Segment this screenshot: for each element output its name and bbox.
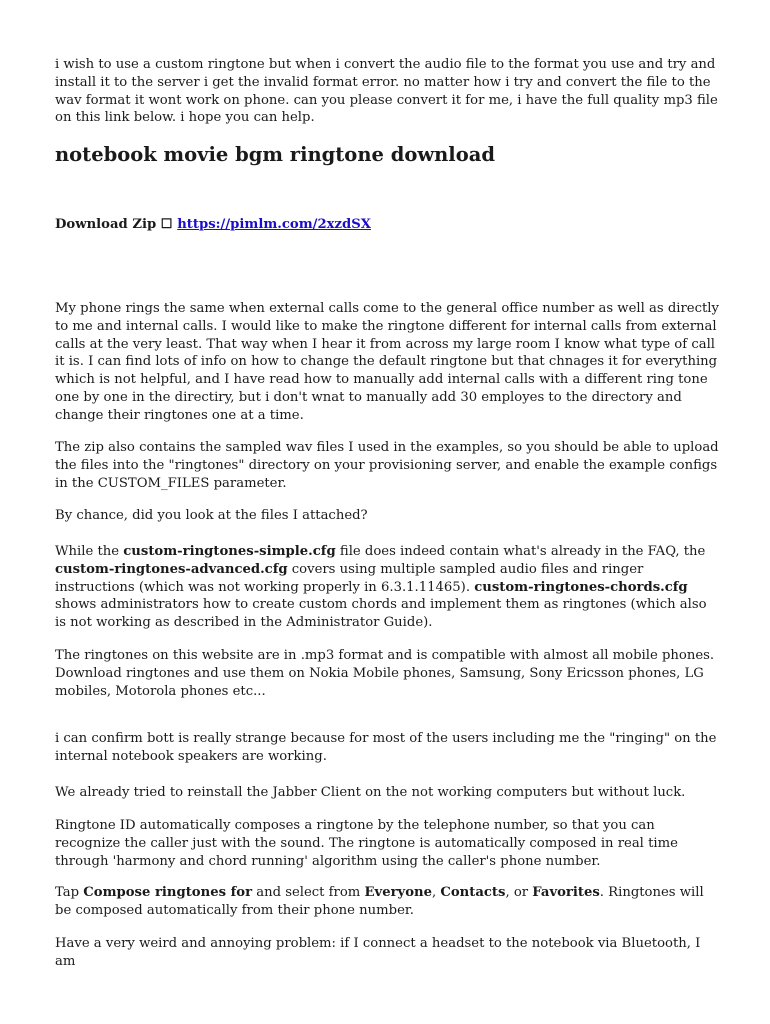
p9-text-2: and select from [252, 885, 365, 900]
paragraph-8: Ringtone ID automatically composes a ringtone by the telephone number, so that you can recognize the caller just with the sound. The ringtone is automatically composed in real time through 'harmony and chord running' algorithm using the caller's phone number. [55, 818, 678, 869]
p9-text-5: . Ringtones will be composed automatically from their phone number. [55, 885, 704, 918]
p4-text-4: shows administrators how to create custom chords and implement them as ringtones (which also is not working as described in the Administrator Guide). [55, 597, 707, 631]
page-title: notebook movie bgm ringtone download [55, 143, 495, 166]
p9-text-4: , or [505, 885, 533, 900]
paragraph-9 [55, 884, 720, 920]
p4-text-2: file does indeed contain what's already in the FAQ, the [335, 544, 706, 559]
paragraph-7: We already tried to reinstall the Jabber Client on the not working computers but without luck. [55, 785, 686, 800]
intro-paragraph: i wish to use a custom ringtone but when i convert the audio file to the format you use and try and install it to the server i get the invalid format error. no matter how i try and convert the file to the wav format it wont work on phone. can you please convert it for me, i have the full quality mp3 file on this link below. i hope you can help. [55, 57, 718, 126]
paragraph-3: By chance, did you look at the files I attached? [55, 508, 368, 523]
paragraph-5: The ringtones on this website are in .mp3 format and is compatible with almost all mobile phones. Download ringtones and use them on Nokia Mobile phones, Samsung, Sony Ericsson phones, LG mobiles, Motorola phones etc... [55, 648, 715, 699]
download-link[interactable]: https://pimlm.com/2xzdSX [177, 217, 371, 232]
p4-file-chords: custom-ringtones-chords.cfg [474, 579, 688, 595]
paragraph-4 [55, 543, 720, 632]
paragraph-10: Have a very weird and annoying problem: if I connect a headset to the notebook via Bluetooth, I am [55, 936, 701, 969]
p9-text-3: , [432, 885, 441, 900]
p9-text-1: Tap [55, 885, 84, 900]
p4-file-simple: custom-ringtones-simple.cfg [123, 544, 336, 559]
paragraph-2: The zip also contains the sampled wav files I used in the examples, so you should be able to upload the files into the "ringtones" directory on your provisioning server, and enable the example configs in the CUSTOM_FILES parameter. [55, 440, 719, 491]
download-line [55, 216, 720, 234]
p9-everyone: Everyone [364, 885, 432, 900]
checkbox-glyph-icon: ☐ [160, 217, 173, 232]
p4-text-3: covers using multiple sampled audio files and ringer instructions (which was not working properly in 6.3.1.11465). [55, 561, 644, 595]
p9-contacts: Contacts [440, 885, 506, 900]
p4-file-advanced: custom-ringtones-advanced.cfg [55, 561, 288, 577]
paragraph-6: i can confirm bott is really strange because for most of the users including me the "ringing" on the internal notebook speakers are working. [55, 731, 717, 764]
p9-compose-label: Compose ringtones for [83, 885, 253, 900]
download-label: Download Zip [55, 217, 157, 232]
p4-text-1: While the [55, 544, 124, 559]
paragraph-1: My phone rings the same when external calls come to the general office number as well as directly to me and internal calls. I would like to make the ringtone different for internal calls from external calls at the very least. That way when I hear it from across my large room I know what type of call it is. I can find lots of info on how to change the default ringtone but that chnages it for everything which is not helpful, and I have read how to manually add internal calls with a different ring tone one by one in the directiry, but i don't wnat to manually add 30 employes to the directory and change their ringtones one at a time. [55, 301, 719, 423]
p9-favorites: Favorites [532, 885, 600, 900]
